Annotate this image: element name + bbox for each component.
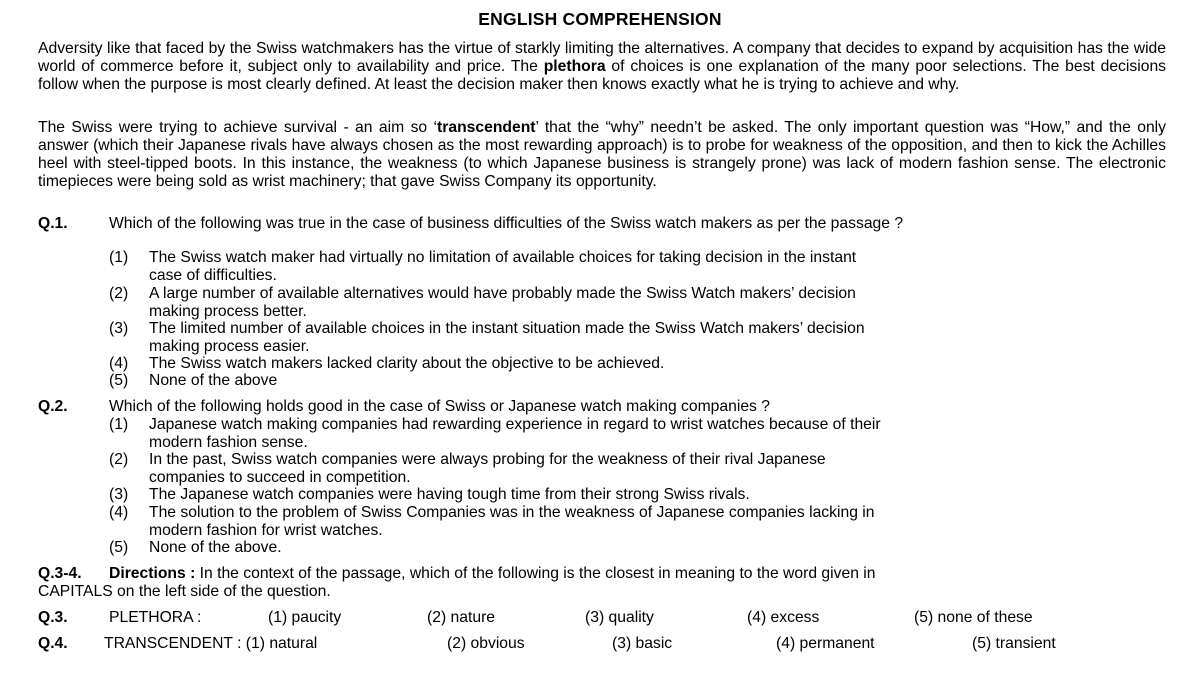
question-number: Q.2. — [38, 398, 68, 415]
option-item[interactable]: (4) permanent — [776, 635, 875, 652]
option-text: The limited number of available choices in the instant situation made the Swiss Watch makers’ decision — [149, 320, 865, 337]
option-text: The Swiss watch maker had virtually no limitation of available choices for taking decision in the instant — [149, 249, 857, 266]
directions-line-2: CAPITALS on the left side of the question. — [38, 583, 331, 600]
option-item[interactable]: (3) basic — [612, 635, 673, 652]
option-item[interactable]: (5) none of these — [914, 609, 1033, 626]
option-text-continued: modern fashion sense. — [149, 433, 308, 451]
option-text-continued: case of difficulties. — [149, 266, 277, 284]
option-number: (2) — [109, 285, 129, 302]
option-number: (1) — [109, 249, 129, 266]
option-number: (5) — [109, 372, 129, 389]
option-number: (5) — [109, 539, 129, 556]
question-number: Q.1. — [38, 215, 68, 232]
highlighted-word-transcendent: transcendent — [437, 119, 536, 136]
passage-text: ’ that the “why” needn’t be asked. The only important question was “How,” and the only answer (which their Japanese rivals have always chosen as the most rewarding approach) is to probe for weakness of the opposition, and then to kick the Achilles heel with steel-tipped boots. In this instance, the weakness (to which Japanese business is strangely prone) was lack of modern fashion sense. The electronic timepieces were being sold as wrist machinery; that gave Swiss Company its opportunity. — [38, 119, 1166, 190]
option-item[interactable]: (3) quality — [585, 609, 654, 626]
question-number: Q.4. — [38, 635, 68, 652]
option-number: (2) — [109, 451, 129, 468]
passage-text: Adversity like that faced by the Swiss watchmakers has the virtue of starkly limiting the alternatives. A company that decides to expand by acquisition has the wide world of commerce before it, subject only to availability and price. The — [38, 40, 1166, 75]
option-number: (3) — [109, 320, 129, 337]
directions-text — [109, 565, 876, 583]
option-number: (1) — [109, 416, 129, 433]
question-number: Q.3. — [38, 609, 68, 626]
question-text: Which of the following was true in the case of business difficulties of the Swiss watch makers as per the passage ? — [109, 215, 904, 232]
option-text: The Swiss watch makers lacked clarity about the objective to be achieved. — [149, 355, 665, 372]
option-text: In the past, Swiss watch companies were always probing for the weakness of their rival Japanese — [149, 451, 826, 468]
question-word: PLETHORA : — [109, 609, 202, 626]
option-text: The solution to the problem of Swiss Companies was in the weakness of Japanese companies lacking in — [149, 504, 875, 521]
option-item[interactable]: (2) obvious — [447, 635, 525, 652]
option-text: A large number of available alternatives would have probably made the Swiss Watch makers’ decision — [149, 285, 856, 302]
highlighted-word-plethora: plethora — [543, 58, 606, 75]
directions-label: Directions : — [109, 565, 196, 582]
option-text: None of the above — [149, 372, 278, 389]
option-text-continued: making process better. — [149, 302, 307, 320]
option-item[interactable]: (1) paucity — [268, 609, 342, 626]
option-item[interactable]: (5) transient — [972, 635, 1056, 652]
directions-line-1: In the context of the passage, which of the following is the closest in meaning to the word given in — [195, 565, 876, 582]
option-number: (3) — [109, 486, 129, 503]
passage-paragraph-2 — [38, 119, 1166, 191]
page-title: ENGLISH COMPREHENSION — [478, 9, 722, 29]
passage-paragraph-1 — [38, 40, 1166, 94]
passage-text: The Swiss were trying to achieve survival - an aim so ‘ — [38, 119, 438, 136]
option-item[interactable]: (2) nature — [427, 609, 496, 626]
option-text: None of the above. — [149, 539, 282, 556]
question-number: Q.3-4. — [38, 565, 82, 582]
passage-text: of choices is one explanation of the many poor selections. The best decisions follow when the purpose is most clearly defined. At least the decision maker then knows exactly what he is trying to achieve and why. — [38, 58, 1167, 93]
option-text: The Japanese watch companies were having tough time from their strong Swiss rivals. — [149, 486, 750, 503]
question-word[interactable]: TRANSCENDENT : (1) natural — [104, 635, 318, 652]
option-text-continued: modern fashion for wrist watches. — [149, 521, 383, 539]
option-number: (4) — [109, 355, 129, 372]
option-text: Japanese watch making companies had rewarding experience in regard to wrist watches because of their — [149, 416, 881, 433]
question-text: Which of the following holds good in the case of Swiss or Japanese watch making companies ? — [109, 398, 770, 415]
option-number: (4) — [109, 504, 129, 521]
option-text-continued: companies to succeed in competition. — [149, 468, 411, 486]
option-item[interactable]: (4) excess — [747, 609, 820, 626]
option-text-continued: making process easier. — [149, 337, 310, 355]
